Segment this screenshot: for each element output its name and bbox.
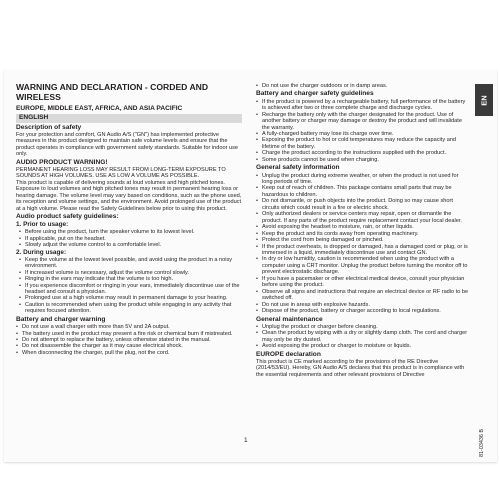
list-item: • Some products cannot be used when charging. [256, 157, 470, 163]
list-item: • Unplug the product or charger before cleaning. [256, 324, 470, 330]
list-item: • Clean the product by wiping with a dry or slightly damp cloth. The cord and charger may only be dry dusted. [256, 330, 470, 343]
right-column [256, 83, 470, 378]
list-item: • Keep the product and its cords away from operating machinery. [256, 231, 470, 237]
list-item: • Do not use the charger outdoors or in damp areas. [256, 83, 470, 89]
safety-description-heading: Description of safety [16, 123, 82, 131]
prior-usage-heading: 1. Prior to usage: [16, 221, 69, 229]
europe-declaration-heading: EUROPE declaration [256, 350, 321, 358]
maintenance-heading: General maintenance [256, 315, 323, 323]
list-item: • Observe all signs and instructions that require an electrical device or RF radio to be switched off. [256, 289, 470, 302]
list-item: • Do not disassemble the charger as it may cause electrical shock. [16, 343, 242, 349]
list-item: • Do not attempt to replace the battery, unless otherwise stated in the manual. [16, 337, 242, 343]
list-item: • The battery used in the product may present a fire risk or chemical burn if mistreated. [16, 331, 242, 337]
list-item: • Do not dismantle, or push objects into the product. Doing so may cause short circuits which could result in a fire or electric shock. [256, 198, 470, 211]
list-item: • Protect the cord from being damaged or pinched. [256, 237, 470, 243]
safety-description-text: For your protection and comfort, GN Audio A/S ("GN") has implemented protective measures in this product designed to maintain safe volume levels and ensure that the product operates in compliance with government safety standards. Suitable for indoor use only. [16, 131, 239, 158]
left-column [16, 82, 242, 356]
list-item: • If the product is powered by a rechargeable battery, full performance of the battery is achieved after two or three complete charge and discharge cycles. [256, 99, 470, 112]
list-item: • Dispose of the product, battery or charger according to local regulations. [256, 308, 470, 314]
during-usage-heading: 2. During usage: [16, 248, 67, 256]
page-number: 1 [244, 437, 248, 444]
audio-warning-body: This product is capable of delivering sounds at loud volumes and high pitched tones. Exposure to loud volumes and high pitched tones may result in permanent hearing loss or hearing damage. The volume level may vary based on conditions, such as the phone used, its reception and volume settings, and the environment. Avoid prolonged use of the product at a high volume. Please read the Safety Guidelines below prior to using this product. [16, 179, 242, 212]
battery-guidelines-heading: Battery and charger safety guidelines [256, 90, 374, 98]
list-item: • Before using the product, turn the speaker volume to its lowest level. [16, 229, 242, 235]
battery-warning-list [16, 324, 242, 356]
list-item: • If increased volume is necessary, adjust the volume control slowly. [16, 270, 242, 276]
language-bar: ENGLISH [16, 114, 242, 123]
audio-warning-heading: AUDIO PRODUCT WARNING! [16, 158, 108, 166]
list-item: • When disconnecting the charger, pull the plug, not the cord. [16, 350, 242, 356]
list-item: • Unplug the product during extreme weather, or when the product is not used for long periods of time. [256, 173, 470, 186]
list-item: • Recharge the battery only with the charger designated for the product. Use of another battery or charger may damage or destroy the product and will invalidate the warranty. [256, 112, 470, 131]
list-item: • Avoid exposing the headset to moisture, rain, or other liquids. [256, 224, 470, 230]
list-item: • Do not use in areas with explosive hazards. [256, 302, 470, 308]
list-item: • Keep out of reach of children. This package contains small parts that may be hazardous to children. [256, 185, 470, 198]
general-safety-heading: General safety information [256, 164, 340, 172]
list-item: • Slowly adjust the volume control to a comfortable level. [16, 242, 242, 248]
list-item: • Prolonged use at a high volume may result in permanent damage to your hearing. [16, 295, 242, 301]
list-item: • In dry or low humidity, caution is recommended when using the product with a computer using a CRT monitor. Unplug the product before turning the monitor off to prevent electrostatic discharge. [256, 256, 470, 275]
list-item: • Keep the volume at the lowest level possible, and avoid using the product in a noisy environment. [16, 257, 242, 270]
during-usage-list [16, 257, 242, 315]
prior-usage-list [16, 229, 242, 248]
document-code: 81-03436 B [479, 429, 485, 457]
maintenance-list [256, 324, 470, 350]
list-item: • Caution is recommended when using the product while engaging in any activity that requires focused attention. [16, 302, 242, 315]
list-item: • If the product overheats, is dropped or damaged, has a damaged cord or plug, or is immersed in a liquid, immediately discontinue use and contact GN. [256, 244, 470, 257]
list-item: • Avoid exposing the product or charger to moisture or liquids. [256, 343, 470, 349]
regions-heading: EUROPE, MIDDLE EAST, AFRICA, AND ASIA PACIFIC [16, 105, 183, 112]
charger-continued-list [256, 83, 470, 89]
audio-warning-caps-text: PERMANENT HEARING LOSS MAY RESULT FROM LONG-TERM EXPOSURE TO SOUNDS AT HIGH VOLUMES. USE AS LOW A VOLUME AS POSSIBLE. [16, 166, 226, 180]
list-item: • Ringing in the ears may indicate that the volume is too high. [16, 276, 242, 282]
europe-declaration-text: This product is CE marked according to the provisions of the RE Directive (2014/53/EU). Hereby, GN Audio A/S declares that this product is in compliance with the essential requirements and other relevant provisions of Directive [256, 358, 465, 378]
list-item: • Charge the product according to the instructions supplied with the product. [256, 150, 470, 156]
list-item: • A fully-charged battery may lose its charge over time. [256, 131, 470, 137]
general-safety-list [256, 173, 470, 315]
list-item: • Do not use a wall charger with more than 5V and 2A output. [16, 324, 242, 330]
battery-warning-heading: Battery and charger warning [16, 315, 106, 323]
document-title: WARNING AND DECLARATION - CORDED AND WIRELESS [16, 82, 209, 102]
guidelines-heading: Audio product safety guidelines: [16, 213, 119, 221]
list-item: • If you have a pacemaker or other electrical medical device, consult your physician before using the product. [256, 276, 470, 289]
list-item: • Only authorized dealers or service centers may repair, open or dismantle the product. If any parts of the product require replacement contact your local dealer. [256, 211, 470, 224]
battery-guidelines-list [256, 99, 470, 164]
list-item: • If you experience discomfort or ringing in your ears, immediately discontinue use of the headset and consult a physician. [16, 283, 242, 296]
language-tab: EN [475, 84, 493, 116]
list-item: • Exposing the product to hot or cold temperatures may reduce the capacity and lifetime of the battery. [256, 137, 470, 150]
list-item: • If applicable, put on the headset. [16, 236, 242, 242]
